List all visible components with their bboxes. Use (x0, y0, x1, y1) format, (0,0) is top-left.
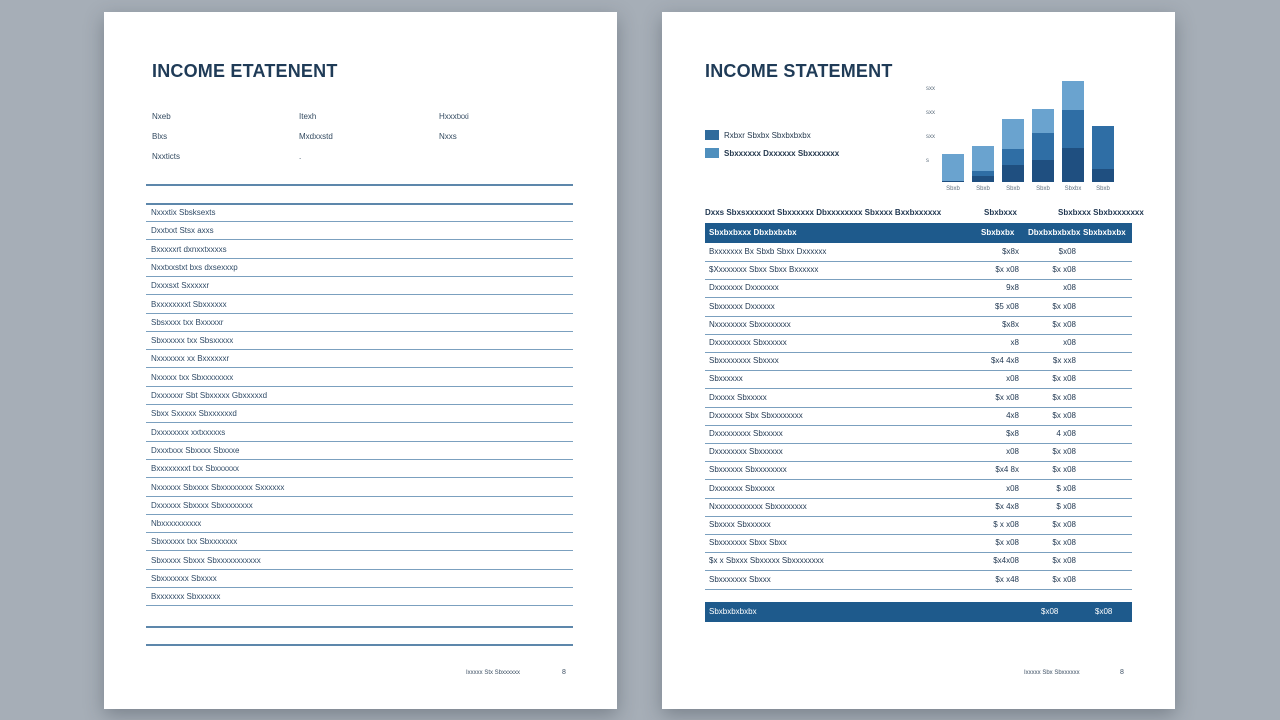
row-value: $x x08 (1052, 538, 1076, 547)
header-field: Nxxs (439, 132, 457, 141)
bar-segment (1062, 81, 1084, 109)
row-label: Nxxxxxxxx Sbxxxxxxxx (709, 320, 791, 329)
bar-segment (1092, 126, 1114, 169)
x-tick-label: Sbxb (1036, 186, 1050, 192)
row-label: Bxxxxxxx Bx Sbxb Sbxx Dxxxxxx (709, 247, 827, 256)
row-value: $x4 8x (995, 465, 1019, 474)
y-tick-label: sxx (926, 110, 935, 116)
row-value: $x x48 (995, 575, 1019, 584)
table-row (705, 370, 1132, 389)
row-divider (146, 367, 573, 368)
row-label: Bxxxxxxx Sbxxxxxx (151, 592, 221, 601)
bar-segment (1092, 169, 1114, 182)
row-divider (146, 550, 573, 551)
row-label: $Xxxxxxxx Sbxx Sbxx Bxxxxxx (709, 265, 819, 274)
table-row (705, 261, 1132, 280)
table-row (705, 552, 1132, 571)
left-page-title: INCOME ETATENENT (152, 61, 338, 81)
row-value: $x8x (1002, 320, 1019, 329)
table-row (705, 316, 1132, 335)
bar-segment (1062, 110, 1084, 148)
row-divider (146, 404, 573, 405)
table-caption: Dxxs Sbxsxxxxxxt Sbxxxxxx Dbxxxxxxxx Sbxxxx Bxxbxxxxxx (705, 208, 942, 217)
header-field: Itexh (299, 112, 317, 121)
row-divider (146, 386, 573, 387)
x-tick-label: Sbxb (946, 186, 960, 192)
table-row (705, 443, 1132, 462)
row-divider (146, 459, 573, 460)
legend-swatch (705, 130, 719, 140)
row-label: Nxxxxx txx Sbxxxxxxxx (151, 373, 234, 382)
table-row (705, 571, 1132, 590)
row-label: Sbxxxxxx (709, 374, 743, 383)
footer-value: $x08 (1041, 607, 1059, 616)
row-label: Sbxxxxxxx Sbxxxx (151, 574, 217, 583)
row-value: $x x08 (1052, 520, 1076, 529)
table-row (705, 352, 1132, 371)
row-divider (146, 441, 573, 442)
y-tick-label: s (926, 158, 929, 164)
row-value: x08 (1006, 447, 1019, 456)
bar-segment (1032, 109, 1054, 132)
bar-segment (1032, 133, 1054, 160)
row-label: Dxxxxxxxxx Sbxxxxxx (709, 338, 787, 347)
left-document-page (104, 12, 617, 709)
row-value: $x x08 (1052, 302, 1076, 311)
stacked-bar-chart (924, 74, 1124, 199)
row-value: $x x08 (1052, 465, 1076, 474)
x-tick-label: Sbxb (1096, 186, 1110, 192)
row-value: $x x08 (995, 393, 1019, 402)
table-row (705, 407, 1132, 426)
divider (146, 644, 573, 646)
bar-segment (1002, 149, 1024, 166)
row-value: $ x08 (1056, 484, 1076, 493)
row-value: $ x x08 (993, 520, 1019, 529)
row-value: $x4 4x8 (990, 356, 1019, 365)
row-label: Sbxxxxxxx Sbxxx (709, 575, 771, 584)
bar-segment (942, 181, 964, 182)
row-label: Sbxxxxxx txx Sbxxxxxxx (151, 537, 238, 546)
table-row (705, 480, 1132, 499)
divider (146, 184, 573, 186)
x-tick-label: Sbxb (1006, 186, 1020, 192)
bar-segment (942, 154, 964, 181)
legend-label: Rxbxr Sbxbx Sbxbxbxbx (724, 131, 811, 140)
page-footer-text: Ixxxxx Sbx Sbxxxxxx (1024, 670, 1080, 676)
table-header (705, 223, 1132, 243)
row-label: Dxxxxxxr Sbt Sbxxxxx Gbxxxxxd (151, 391, 268, 400)
row-value: $x x08 (1052, 374, 1076, 383)
row-label: Sbxxxxxxx Sbxx Sbxx (709, 538, 787, 547)
row-value: x08 (1063, 338, 1076, 347)
table-row (705, 243, 1132, 262)
bar-segment (1002, 119, 1024, 149)
row-label: Nbxxxxxxxxxx (151, 519, 202, 528)
table-row (705, 334, 1132, 353)
row-value: $x x08 (1052, 556, 1076, 565)
row-divider (146, 514, 573, 515)
row-value: $x x08 (1052, 447, 1076, 456)
footer-value: $x08 (1095, 607, 1113, 616)
row-label: Sbxxxxxxxx Sbxxxx (709, 356, 779, 365)
row-label: Nxxxxxxxxxxxx Sbxxxxxxxx (709, 502, 807, 511)
row-label: Sbxxxxxx Sbxxxxxxxx (709, 465, 787, 474)
row-value: $5 x08 (994, 302, 1019, 311)
row-value: $x x08 (1052, 265, 1076, 274)
row-divider (146, 294, 573, 295)
right-document-page (662, 12, 1175, 709)
header-field: . (299, 152, 302, 161)
row-label: Dxxxsxt Sxxxxxr (151, 281, 210, 290)
row-value: $x x08 (1052, 575, 1076, 584)
row-value: $x08 (1058, 247, 1076, 256)
table-caption: Sbxbxxx Sbxbxxxxxxx (1058, 208, 1144, 217)
header-field: Nxeb (152, 112, 171, 121)
row-divider (146, 276, 573, 277)
row-label: Nxxxxxx Sbxxxx Sbxxxxxxxx Sxxxxxx (151, 483, 285, 492)
row-label: Dxxxxxx Sbxxxx Sbxxxxxxxx (151, 501, 253, 510)
row-value: $x x08 (1052, 393, 1076, 402)
row-label: Dxxxxxxxx Sbxxxxxx (709, 447, 783, 456)
header-field: Mxdxxstd (299, 132, 333, 141)
table-row (705, 279, 1132, 298)
x-tick-label: Sbxb (976, 186, 990, 192)
legend-swatch (705, 148, 719, 158)
row-value: x08 (1063, 283, 1076, 292)
row-divider (146, 422, 573, 423)
row-label: Bxxxxxxxxt txx Sbxxxxxx (151, 464, 240, 473)
row-value: 4 x08 (1056, 429, 1076, 438)
x-tick-label: Sbxbx (1064, 186, 1082, 192)
table-row (705, 461, 1132, 480)
row-label: Sbxxxxx Sbxxx Sbxxxxxxxxxxx (151, 556, 261, 565)
table-footer (705, 602, 1132, 622)
page-number: 8 (1120, 669, 1124, 676)
row-label: Nxxtxxstxt bxs dxsexxxp (151, 263, 238, 272)
row-label: Dxxxxxxxxx Sbxxxxx (709, 429, 783, 438)
row-value: 9x8 (1006, 283, 1019, 292)
table-row (705, 298, 1132, 317)
row-label: $x x Sbxxx Sbxxxxx Sbxxxxxxxx (709, 556, 824, 565)
row-divider (146, 532, 573, 533)
row-divider (146, 313, 573, 314)
row-label: Dxxxxxxx Sbx Sbxxxxxxxx (709, 411, 803, 420)
row-label: Dxxxxxxxx xxtxxxxxs (151, 428, 226, 437)
table-caption: Sbxbxxx (984, 208, 1017, 217)
row-label: Sbxxxxxx Dxxxxxx (709, 302, 775, 311)
row-label: Dxxxxx Sbxxxxx (709, 393, 767, 402)
row-divider (146, 605, 573, 606)
header-field: Hxxxtxxi (439, 112, 469, 121)
footer-label: Sbxbxbxbxbx (709, 607, 757, 616)
column-header: Dbxbxbxbxbx (1028, 228, 1081, 237)
row-value: $x x08 (995, 265, 1019, 274)
row-value: 4x8 (1006, 411, 1019, 420)
row-label: Sbxxxx Sbxxxxxx (709, 520, 771, 529)
row-label: Bxxxxxxxxt Sbxxxxxx (151, 300, 227, 309)
divider (146, 203, 573, 205)
row-divider (146, 221, 573, 222)
table-row (705, 498, 1132, 517)
row-divider (146, 496, 573, 497)
row-label: Nxxxtix Sbsksexts (151, 208, 216, 217)
row-label: Dxxtxxt Stsx axxs (151, 226, 214, 235)
column-header: Sbxbxbx (981, 228, 1015, 237)
divider (146, 626, 573, 628)
row-value: $x4x08 (993, 556, 1019, 565)
row-divider (146, 331, 573, 332)
row-value: $x x08 (1052, 320, 1076, 329)
row-value: $ x08 (1056, 502, 1076, 511)
bar-segment (972, 171, 994, 176)
row-label: Bxxxxxrt dxnxxtxxxxs (151, 245, 227, 254)
header-field: Nxxticts (152, 152, 180, 161)
page-footer-text: Ixxxxx Stx Sbxxxxxx (466, 670, 521, 676)
column-header: Sbxbxbxbx (1083, 228, 1126, 237)
legend-label: Sbxxxxxx Dxxxxxx Sbxxxxxxx (724, 149, 840, 158)
row-label: Dxxxtxxx Sbxxxx Sbxxxe (151, 446, 240, 455)
row-divider (146, 258, 573, 259)
bar-segment (972, 176, 994, 182)
row-label: Dxxxxxxx Dxxxxxxx (709, 283, 779, 292)
y-tick-label: sxx (926, 86, 935, 92)
row-value: x08 (1006, 484, 1019, 493)
row-label: Sbsxxxx txx Bxxxxxr (151, 318, 224, 327)
row-divider (146, 239, 573, 240)
row-label: Dxxxxxxx Sbxxxxx (709, 484, 775, 493)
header-field: Blxs (152, 132, 168, 141)
table-row (705, 516, 1132, 535)
bar-segment (1032, 160, 1054, 182)
row-value: x8 (1010, 338, 1019, 347)
row-value: $x x08 (995, 538, 1019, 547)
row-value: $x8x (1002, 247, 1019, 256)
row-divider (146, 477, 573, 478)
row-value: $x 4x8 (995, 502, 1019, 511)
bar-segment (972, 146, 994, 171)
row-label: Sbxxxxxx txx Sbsxxxxx (151, 336, 234, 345)
row-label: Sbxx Sxxxxx Sbxxxxxxd (151, 409, 237, 418)
row-divider (146, 587, 573, 588)
right-page-title: INCOME STATEMENT (705, 61, 893, 81)
row-value: $x x08 (1052, 411, 1076, 420)
row-value: $x xx8 (1052, 356, 1076, 365)
table-row (705, 425, 1132, 444)
table-row (705, 389, 1132, 408)
y-tick-label: sxx (926, 134, 935, 140)
table-row (705, 534, 1132, 553)
row-divider (146, 349, 573, 350)
page-number: 8 (562, 669, 566, 676)
row-value: $x8 (1006, 429, 1019, 438)
bar-segment (1062, 148, 1084, 182)
row-value: x08 (1006, 374, 1019, 383)
row-divider (146, 569, 573, 570)
column-header: Sbxbxbxxx Dbxbxbxbx (709, 228, 797, 237)
bar-segment (1002, 165, 1024, 182)
row-label: Nxxxxxxx xx Bxxxxxxr (151, 354, 230, 363)
